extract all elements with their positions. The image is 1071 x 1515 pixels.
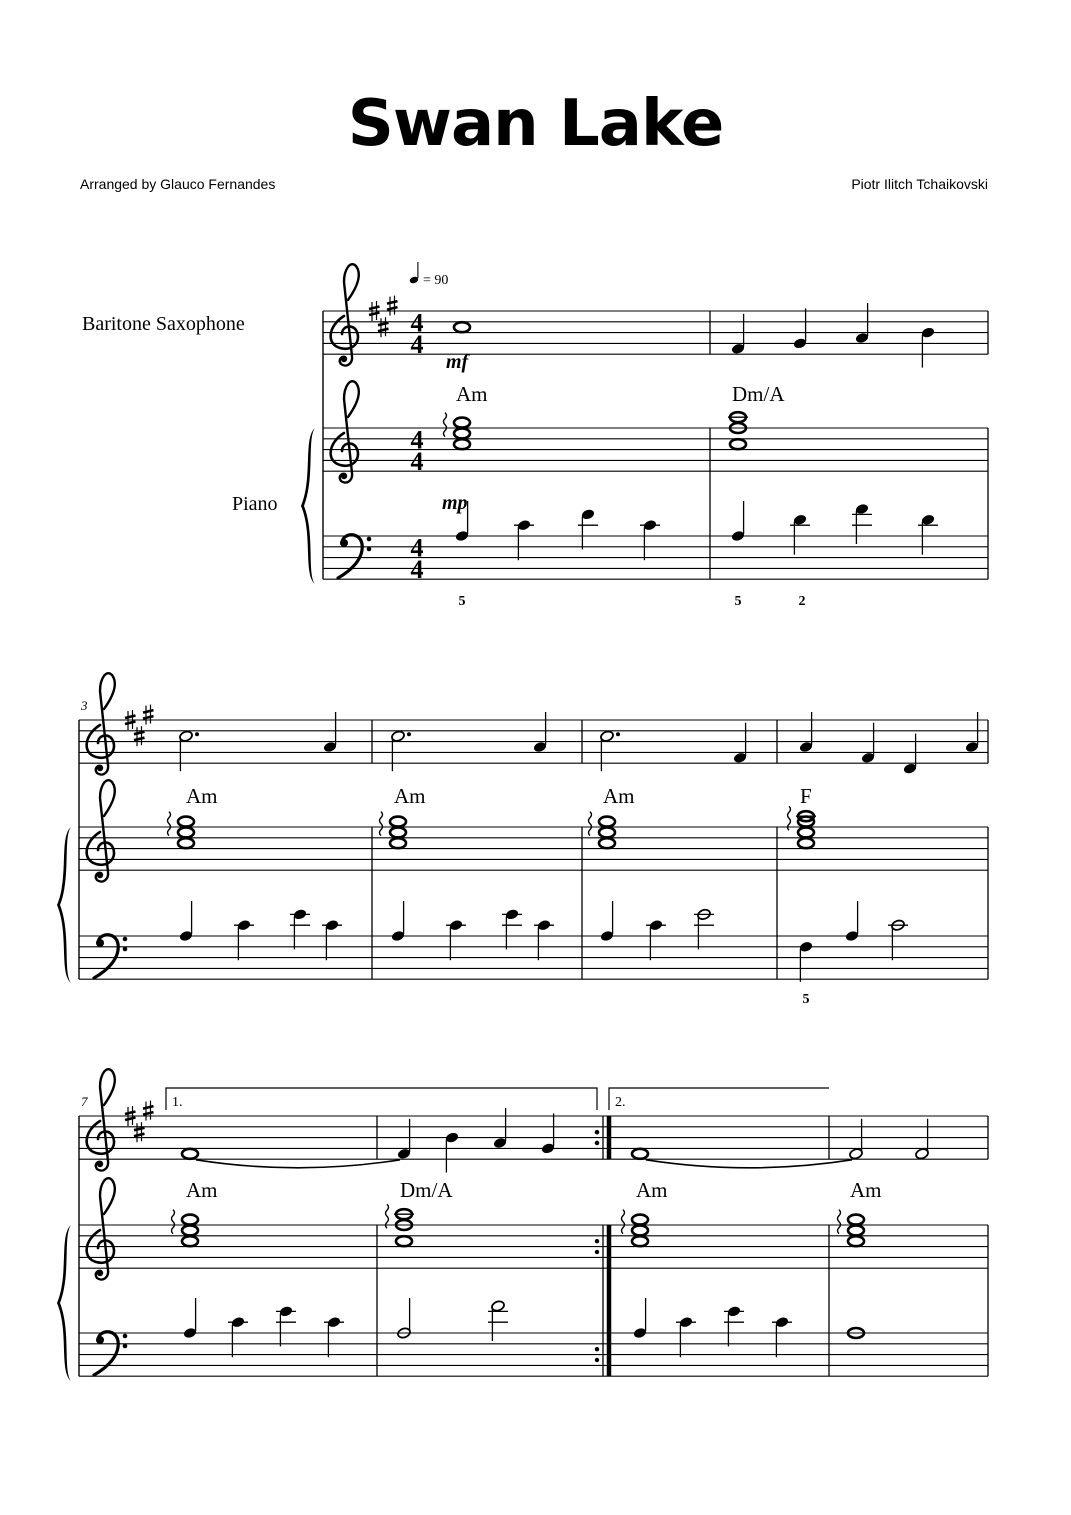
chord-note <box>182 1236 198 1246</box>
composer-credit: Piotr Ilitch Tchaikovski <box>851 176 988 192</box>
staff-sax <box>79 720 988 763</box>
arpeggio-icon <box>589 812 592 836</box>
augmentation-dot <box>616 732 620 736</box>
dynamic-mf: mf <box>446 351 469 373</box>
augmentation-dot <box>195 732 199 736</box>
time-signature-numerator: 4 <box>410 308 424 338</box>
time-signature-denominator: 4 <box>410 330 424 360</box>
sharp-icon <box>387 296 398 316</box>
chord-note <box>182 1225 198 1235</box>
staff-piano-lh <box>79 1333 988 1376</box>
time-signature-denominator: 4 <box>410 447 424 477</box>
page-title: Swan Lake <box>347 87 724 161</box>
chord-note <box>848 1215 864 1225</box>
bass-clef-icon <box>94 935 127 978</box>
treble-clef-icon <box>87 780 115 881</box>
chord-note <box>178 817 194 827</box>
chord-note <box>390 817 406 827</box>
time-signature-numerator: 4 <box>410 425 424 455</box>
measure-number: 7 <box>81 1094 88 1109</box>
treble-clef-icon <box>331 264 359 365</box>
fingering: 5 <box>734 594 742 609</box>
arpeggio-icon <box>444 413 447 437</box>
chord-symbol: Am <box>603 784 635 808</box>
chord-symbol: Dm/A <box>732 382 785 406</box>
chord-note <box>390 827 406 837</box>
chord-symbol: Dm/A <box>400 1178 453 1202</box>
chord-note <box>454 428 470 438</box>
repeat-dot <box>595 1250 599 1254</box>
tempo-marking: = 90 <box>423 273 449 288</box>
chord-note <box>632 1236 648 1246</box>
treble-clef-icon <box>87 1178 115 1279</box>
chord-note <box>632 1225 648 1235</box>
arranger-credit: Arranged by Glauco Fernandes <box>80 176 276 192</box>
dynamic-mp: mp <box>442 492 468 514</box>
arpeggio-icon <box>172 1210 175 1234</box>
bass-clef-icon <box>338 535 371 578</box>
staff-piano-lh <box>79 936 988 979</box>
repeat-dot <box>595 1239 599 1243</box>
sax-note <box>182 1149 198 1159</box>
sax-note <box>632 1149 648 1159</box>
chord-note <box>454 418 470 428</box>
treble-clef-icon <box>331 381 359 482</box>
chord-note <box>182 1215 198 1225</box>
volta-bracket-1 <box>166 1088 597 1110</box>
chord-note <box>396 1236 412 1246</box>
arpeggio-icon <box>838 1210 841 1234</box>
chord-note <box>390 838 406 848</box>
tie <box>196 1160 400 1168</box>
instrument-name-sax: Baritone Saxophone <box>82 313 245 335</box>
chord-note <box>178 838 194 848</box>
sharp-icon <box>134 726 145 746</box>
arpeggio-icon <box>622 1210 625 1234</box>
sharp-icon <box>378 317 389 337</box>
volta-bracket-2 <box>609 1088 829 1110</box>
volta-label: 1. <box>172 1095 183 1110</box>
chord-symbol: F <box>800 784 812 808</box>
fingering: 5 <box>458 594 466 609</box>
chord-note <box>454 439 470 449</box>
chord-note <box>848 1236 864 1246</box>
chord-note <box>730 439 746 449</box>
instrument-name-piano: Piano <box>232 493 278 515</box>
fingering: 2 <box>798 594 806 609</box>
repeat-dot <box>595 1130 599 1134</box>
volta-label: 2. <box>615 1095 626 1110</box>
treble-clef-icon <box>87 673 115 774</box>
bass-clef-icon <box>94 1332 127 1375</box>
time-signature-denominator: 4 <box>410 555 424 585</box>
repeat-dot <box>595 1347 599 1351</box>
brace-icon <box>57 827 71 983</box>
measure-number: 3 <box>81 698 88 713</box>
tie <box>646 1160 852 1168</box>
sax-note <box>454 322 470 332</box>
chord-symbol: Am <box>186 784 218 808</box>
brace-icon <box>57 1225 71 1381</box>
chord-note <box>599 817 615 827</box>
sharp-icon <box>143 1101 154 1121</box>
chord-note <box>848 1225 864 1235</box>
arpeggio-icon <box>380 812 383 836</box>
chord-symbol: Am <box>456 382 488 406</box>
chord-symbol: Am <box>850 1178 882 1202</box>
chord-note <box>599 827 615 837</box>
staff-piano-rh <box>79 827 988 870</box>
time-signature-numerator: 4 <box>410 533 424 563</box>
chord-symbol: Am <box>636 1178 668 1202</box>
chord-symbol: Am <box>186 1178 218 1202</box>
augmentation-dot <box>407 732 411 736</box>
repeat-dot <box>595 1358 599 1362</box>
sharp-icon <box>143 705 154 725</box>
brace-icon <box>301 428 315 584</box>
fingering: 5 <box>802 992 810 1007</box>
treble-clef-icon <box>87 1069 115 1170</box>
sharp-icon <box>134 1122 145 1142</box>
chord-note <box>599 838 615 848</box>
chord-note <box>178 827 194 837</box>
chord-symbol: Am <box>394 784 426 808</box>
chord-note <box>798 838 814 848</box>
chord-note <box>798 827 814 837</box>
arpeggio-icon <box>168 812 171 836</box>
repeat-dot <box>595 1141 599 1145</box>
chord-note <box>632 1215 648 1225</box>
